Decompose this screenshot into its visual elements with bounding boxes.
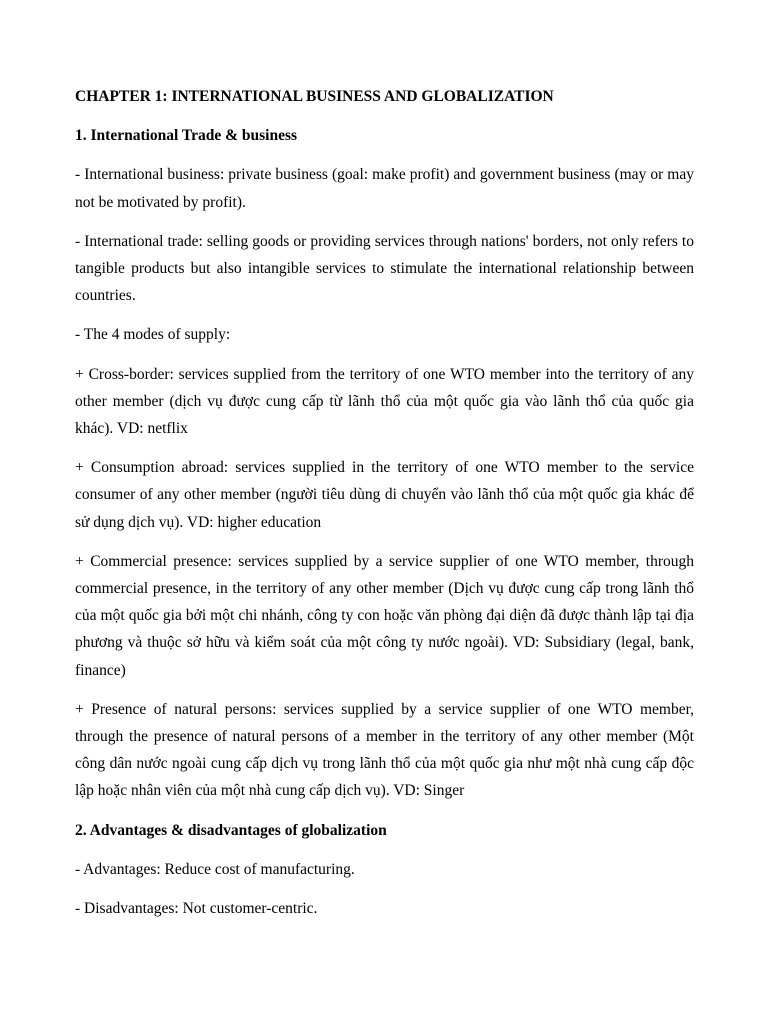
paragraph-disadvantages: - Disadvantages: Not customer-centric. [75,900,318,918]
paragraph-commercial-presence: + Commercial presence: services supplied by a service supplier of one WTO member, through commercial presence, in the territory of any other member (Dịch vụ được cung cấp trong lãnh thổ của một quốc gia bởi một chi nhánh, công ty con hoặc văn phòng đại diện đã được thành lập tại địa phương và thuộc sở hữu và kiểm soát của một công ty nước ngoài). VD: Subsidiary (legal, bank, finance) [75,552,694,679]
document-page [75,83,694,934]
paragraph-international-trade: - International trade: selling goods or providing services through nations' borders, not only refers to tangible products but also intangible services to stimulate the international relationship between countries. [75,232,694,305]
paragraph-cross-border: + Cross-border: services supplied from the territory of one WTO member into the territory of any other member (dịch vụ được cung cấp từ lãnh thổ của một quốc gia vào lãnh thổ của quốc gia khác). VD: netflix [75,365,694,438]
chapter-title: CHAPTER 1: INTERNATIONAL BUSINESS AND GLOBALIZATION [75,88,554,105]
paragraph-advantages: - Advantages: Reduce cost of manufacturing. [75,860,355,878]
section-heading-globalization: 2. Advantages & disadvantages of globalization [75,821,387,839]
paragraph-natural-persons: + Presence of natural persons: services supplied by a service supplier of one WTO member, through the presence of natural persons of a member in the territory of any other member (Một công dân nước ngoài cung cấp dịch vụ trong lãnh thổ của một quốc gia như một nhà cung cấp độc lập hoặc nhân viên của một nhà cung cấp dịch vụ). VD: Singer [75,700,694,800]
paragraph-international-business: - International business: private business (goal: make profit) and government business (may or may not be motivated by profit). [75,166,694,211]
section-heading-international-trade: 1. International Trade & business [75,127,298,145]
paragraph-modes-of-supply: - The 4 modes of supply: [75,326,231,344]
paragraph-consumption-abroad: + Consumption abroad: services supplied in the territory of one WTO member to the service consumer of any other member (người tiêu dùng di chuyển vào lãnh thổ của một quốc gia khác để sử dụng dịch vụ). VD: higher education [75,459,694,531]
